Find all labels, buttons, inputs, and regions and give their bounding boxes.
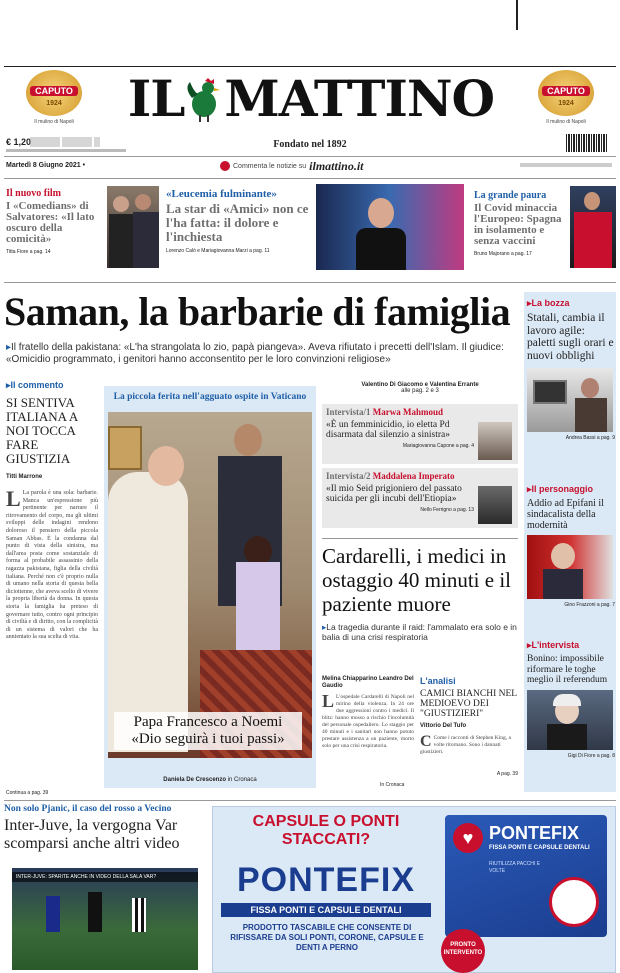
rule: [4, 800, 616, 801]
rooster-icon: [184, 72, 224, 116]
sport-title: Inter-Juve, la vergogna Var scomparsi anche altri video: [4, 817, 180, 852]
caputo-year: 1924: [558, 100, 574, 107]
analysis-kicker: L'analisi: [420, 676, 456, 686]
pope-photo: [108, 412, 312, 758]
commento-column[interactable]: [6, 380, 98, 796]
main-subhead: [6, 342, 520, 378]
caption-line-1: Papa Francesco a Noemi: [133, 714, 283, 730]
teaser-text: Il Covid minaccia l'Europeo: Spagna in isolamento e senza vaccini: [474, 202, 562, 247]
var-screen-text: INTER-JUVE: SPARITE ANCHE IN VIDEO DELLA SALA VAR?: [12, 872, 198, 882]
rule: [4, 156, 616, 157]
main-headline[interactable]: Saman, la barbarie di famiglia: [4, 289, 511, 334]
postal-info: [30, 137, 100, 147]
caputo-ad-left: [12, 70, 96, 132]
caputo-ad-right: [524, 70, 608, 132]
teaser-leucemia[interactable]: [166, 188, 312, 254]
heart-icon: ♥: [453, 823, 483, 853]
comedians-photo: [107, 186, 159, 268]
teaser-film[interactable]: [6, 188, 106, 255]
interview-quote: «È un femminicidio, io eletta Pd disarmata dal silenzio a sinistra»: [326, 420, 450, 440]
ad-brand: PONTEFIX: [236, 861, 416, 899]
var-screenshot: [12, 868, 198, 970]
cardarelli-subhead-text: La tragedia durante il raid: l'ammalato era solo e in balia di una crisi respiratoria: [322, 622, 517, 642]
box-tagline: FISSA PONTI E CAPSULE DENTALI: [489, 845, 590, 851]
barcode: [566, 134, 608, 152]
caputo-brand: CAPUTO: [542, 86, 590, 96]
caputo-sub: Il mulino di Napoli: [34, 119, 74, 125]
epifani-photo: [527, 535, 613, 599]
interview-byline: Nello Ferrigno a pag. 13: [420, 507, 474, 513]
bullet-icon: ▸: [527, 298, 532, 308]
commento-cont: Continua a pag. 39: [6, 790, 49, 796]
pontefix-ad[interactable]: [212, 806, 616, 973]
interview-name: Maddalena Imperato: [372, 471, 455, 481]
price-list: [520, 163, 612, 167]
caputo-year: 1924: [46, 100, 62, 107]
interview-kicker: Intervista/1: [326, 407, 371, 417]
box-brand: PONTEFIX: [489, 823, 580, 843]
photo-kicker: La piccola ferita nell'agguato ospite in Vaticano: [113, 392, 307, 402]
vatican-photo-block[interactable]: [104, 386, 316, 788]
bullet-icon: ▸: [527, 640, 532, 650]
interview-name: Marwa Mahmoud: [372, 407, 443, 417]
caputo-brand: CAPUTO: [30, 86, 78, 96]
cardarelli-body: L L'ospedale Cardarelli di Napoli nel mirino della violenza. In 24 ore due aggressioni contro i medici. Il blitz: hanno mosso a rischio l'incolumità del personale ospedaliero. Lo staggio per 40 minuti e i sanitari non hanno potuto prestare assistenza a un paziente, morto solo per una crisi respiratoria.: [322, 691, 414, 749]
masthead-title: [104, 66, 518, 132]
bullet-icon: ▸: [527, 484, 532, 494]
ad-description: PRODOTTO TASCABILE CHE CONSENTE DI RIFISSARE DA SOLI PONTI, CORONE, CAPSULE E DENTI A PERNO: [230, 923, 424, 952]
teaser-byline: Lorenzo Calò e Mariagiovanna Marzi a pag. 11: [166, 248, 270, 254]
cardarelli-headline[interactable]: Cardarelli, i medici in ostaggio 40 minuti e il paziente muore: [322, 544, 511, 616]
founded-line: Fondato nel 1892: [273, 139, 347, 150]
title-mattino: MATTINO: [224, 69, 495, 128]
teaser-byline: Titta Fiore a pag. 14: [6, 249, 51, 255]
interview-quote: «Il mio Seid prigioniero del passato suicida per gli incubi dell'Etiopia»: [326, 484, 462, 504]
analysis-box[interactable]: [420, 676, 518, 788]
main-byline: [322, 382, 518, 394]
teaser-text: La star di «Amici» non ce l'ha fatta: il dolore e l'inchiesta: [166, 201, 309, 244]
maddalena-photo: [478, 486, 512, 524]
cardarelli-bylines: Melina Chiapparino Leandro Del Gaudio: [322, 676, 414, 689]
interview-byline: Mariagiovanna Capone a pag. 4: [402, 443, 474, 449]
comment-link[interactable]: [220, 158, 364, 174]
teaser-kicker: La grande paura: [474, 190, 547, 201]
analysis-body: C Come i racconti di Stephen King, a volte ritornano. Sono i dannati giustizieri.: [420, 733, 512, 755]
sidebar-personaggio[interactable]: [527, 484, 615, 608]
sidebar-byline: Gino Frazzoni a pag. 7: [564, 602, 615, 608]
commento-body: L La parola è una sola: barbarie. Manca un'espressione più pertinente per narrare il ritrovamento del corpo, ma gli ultimi sviluppi delle indagini rendono doloroso il pensiero della piccola Saman Abbas. È la condanna dal punto di vista della sinistra, ma dall'area posta come sostanziale di forma al probabile assassinio della ragazza pakistana, figlia della civiltà italiana. Perché non c'è proprio nulla di umano nella storia di questa bella diciottenne, che aveva scelto di vivere la propria libertà da donna. In questa storia la famiglia ha preteso di governare tutto, contro ogni principio di civiltà e di diritto, con la complicità di un sistema di valori che ha annientato la sua scelta di vita.: [6, 486, 98, 641]
analysis-title: CAMICI BIANCHI NEL MEDIOEVO DEI "GIUSTIZIERI": [420, 689, 517, 719]
postal-info-2: [6, 149, 126, 152]
sidebar-kicker: ▸L'intervista: [527, 640, 580, 650]
site-name[interactable]: ilmattino.it: [309, 158, 364, 173]
pontefix-box: [445, 815, 607, 937]
analysis-ref: A pag. 39: [496, 771, 518, 777]
rule: [4, 178, 616, 179]
teaser-kicker: «Leucemia fulminante»: [166, 188, 277, 200]
spain-player-photo: [570, 186, 616, 268]
caption-line-2: «Dio seguirà i tuoi passi»: [131, 731, 285, 747]
sidebar-byline: Gigi Di Fiore a pag. 8: [567, 752, 615, 759]
wheat-logo-icon: [538, 70, 594, 116]
tooth-icon: [549, 877, 599, 927]
main-subhead-text: Il fratello della pakistana: «L'ha strangolata lo zio, papà piangeva». Aveva rifiutato i precetti dell'Islam. Il giudice: «Omicidio programmato, i genitori hanno acconsentito per le loro convinzioni religiose»: [6, 342, 504, 365]
teaser-kicker: Il nuovo film: [6, 188, 62, 199]
interview-2[interactable]: [322, 468, 518, 528]
rule: [4, 282, 616, 283]
cardarelli-subhead: [322, 622, 518, 642]
byline-names: Valentino Di Giacomo e Valentina Errante: [361, 382, 479, 388]
commento-kicker: ▸Il commento: [6, 380, 64, 390]
teaser-covid[interactable]: [474, 190, 570, 257]
comment-icon: [220, 161, 230, 171]
sport-teaser[interactable]: [4, 804, 208, 853]
issue-date: Martedì 8 Giugno 2021 •: [6, 162, 86, 169]
ad-tagline: FISSA PONTI E CAPSULE DENTALI: [221, 903, 431, 917]
commento-title: SI SENTIVA ITALIANA A NOI TOCCA FARE GIUSTIZIA: [6, 395, 78, 466]
commento-author: Titti Marrone: [6, 474, 43, 480]
sidebar-byline: Andrea Bassi a pag. 9: [565, 435, 615, 441]
teaser-byline: Bruno Majorano a pag. 17: [474, 251, 532, 257]
cardarelli-tail: In Cronaca: [380, 782, 405, 788]
bullet-icon: ▸: [6, 380, 11, 390]
interview-kicker: Intervista/2: [326, 471, 371, 481]
byline-ref: alle pag. 2 e 3: [401, 388, 439, 394]
ad-headline: CAPSULE O PONTI STACCATI?: [252, 813, 400, 848]
box-text: RIUTILIZZA PACCHI E VOLTE: [489, 861, 541, 874]
price: € 1,20: [6, 137, 32, 147]
ad-seal: PRONTO INTERVENTO: [441, 929, 485, 973]
amici-star-photo: [316, 184, 464, 270]
comment-text: Commenta le notizie su: [233, 162, 307, 170]
sidebar-kicker: ▸Il personaggio: [527, 484, 594, 494]
marwa-photo: [478, 422, 512, 460]
bonino-photo: [527, 690, 613, 750]
smart-work-photo: [527, 368, 613, 432]
interview-1[interactable]: [322, 404, 518, 464]
sidebar-title: Statali, cambia il lavoro agile: paletti sugli orari e nuovi obblighi: [527, 312, 614, 362]
teaser-text: I «Comedians» di Salvatores: «Il lato oscuro della comicità»: [6, 200, 95, 245]
bullet-icon: ▸: [322, 622, 327, 632]
sidebar-intervista[interactable]: [527, 640, 615, 759]
sidebar-kicker: ▸La bozza: [527, 298, 570, 308]
sidebar-title: Addio ad Epifani il sindacalista della modernità: [527, 498, 604, 531]
photo-caption: [114, 712, 302, 750]
top-rule: [516, 0, 518, 30]
sport-kicker: Non solo Pjanic, il caso del rosso a Vecino: [4, 804, 172, 814]
photo-byline: Daniela De Crescenzo in Cronaca: [163, 777, 257, 783]
wheat-logo-icon: [26, 70, 82, 116]
rule: [322, 538, 518, 539]
sidebar-bozza[interactable]: [527, 298, 615, 441]
caputo-sub: Il mulino di Napoli: [546, 119, 586, 125]
title-il: IL: [127, 69, 185, 128]
analysis-author: Vittorio Del Tufo: [420, 723, 467, 729]
bullet-icon: ▸: [6, 342, 12, 353]
sidebar-title: Bonino: impossibile riformare le toghe meglio il referendum: [527, 654, 608, 685]
